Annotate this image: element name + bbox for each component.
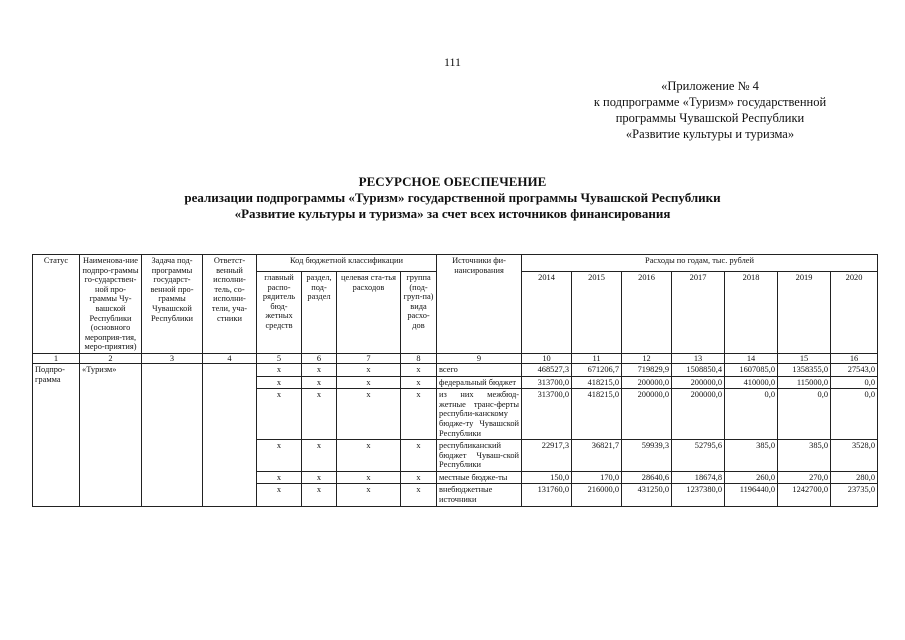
code-cell: х [401,440,437,472]
appendix-line: «Развитие культуры и туризма» [625,127,795,141]
code-cell: х [302,363,337,376]
value-cell: 1607085,0 [725,363,778,376]
column-index: 13 [672,353,725,363]
value-cell: 313700,0 [522,389,572,440]
header-code-target: целевая ста-тья расходов [337,272,401,354]
code-cell: х [257,484,302,506]
code-cell: х [257,376,302,389]
code-cell: х [401,376,437,389]
code-cell: х [401,484,437,506]
code-cell: х [337,376,401,389]
column-index: 6 [302,353,337,363]
value-cell: 18674,8 [672,471,725,484]
header-code-admin: главный распо-рядитель бюд-жетных средств [257,272,302,354]
title-line: реализации подпрограммы «Туризм» государственной программы Чувашской Республики [184,190,721,205]
header-year: 2015 [572,272,622,354]
value-cell: 200000,0 [622,389,672,440]
table-row [33,363,878,376]
title-line: «Развитие культуры и туризма» за счет всех источников финансирования [234,206,671,221]
source-cell: местные бюдже-ты [437,471,522,484]
value-cell: 150,0 [522,471,572,484]
header-expenses-group: Расходы по годам, тыс. рублей [522,255,878,272]
value-cell: 3528,0 [831,440,878,472]
value-cell: 0,0 [725,389,778,440]
code-cell: х [337,440,401,472]
value-cell: 280,0 [831,471,878,484]
value-cell: 1196440,0 [725,484,778,506]
header-sources: Источники фи-нансирования [437,255,522,354]
value-cell: 671206,7 [572,363,622,376]
value-cell: 27543,0 [831,363,878,376]
value-cell: 1237380,0 [672,484,725,506]
column-index: 16 [831,353,878,363]
header-row [33,255,878,272]
source-cell: внебюджетные источники [437,484,522,506]
header-code-section: раздел, под-раздел [302,272,337,354]
header-code-group: Код бюджетной классификации [257,255,437,272]
header-year: 2016 [622,272,672,354]
task-cell [142,363,203,506]
value-cell: 23735,0 [831,484,878,506]
source-cell: федеральный бюджет [437,376,522,389]
header-code-type: группа (под-груп-па) вида расхо-дов [401,272,437,354]
code-cell: х [257,389,302,440]
column-index: 15 [778,353,831,363]
value-cell: 385,0 [778,440,831,472]
header-year: 2018 [725,272,778,354]
responsible-cell [203,363,257,506]
value-cell: 22917,3 [522,440,572,472]
column-index: 2 [80,353,142,363]
code-cell: х [302,440,337,472]
value-cell: 385,0 [725,440,778,472]
value-cell: 260,0 [725,471,778,484]
value-cell: 216000,0 [572,484,622,506]
value-cell: 200000,0 [622,376,672,389]
code-cell: х [302,389,337,440]
column-index: 5 [257,353,302,363]
value-cell: 1508850,4 [672,363,725,376]
column-index-row [33,353,878,363]
column-index: 4 [203,353,257,363]
value-cell: 59939,3 [622,440,672,472]
header-year: 2020 [831,272,878,354]
page-number: 111 [443,55,462,69]
header-responsible: Ответст-венный исполни-тель, со-исполни-тели, уча-стники [203,255,257,354]
value-cell: 0,0 [778,389,831,440]
code-cell: х [337,484,401,506]
source-cell: республиканский бюджет Чуваш-ской Республики [437,440,522,472]
value-cell: 36821,7 [572,440,622,472]
header-task: Задача под-программы государст-венной про-граммы Чувашской Республики [142,255,203,354]
header-year: 2017 [672,272,725,354]
column-index: 9 [437,353,522,363]
value-cell: 1358355,0 [778,363,831,376]
column-index: 10 [522,353,572,363]
header-year: 2014 [522,272,572,354]
value-cell: 719829,9 [622,363,672,376]
column-index: 8 [401,353,437,363]
appendix-line: «Приложение № 4 [661,79,759,93]
resource-table [32,254,878,507]
header-status: Статус [33,255,80,354]
value-cell: 431250,0 [622,484,672,506]
appendix-header [560,78,860,142]
status-cell: Подпро-грамма [33,363,80,506]
column-index: 3 [142,353,203,363]
value-cell: 270,0 [778,471,831,484]
code-cell: х [401,471,437,484]
program-name-cell: «Туризм» [80,363,142,506]
document-title [0,174,905,222]
value-cell: 418215,0 [572,389,622,440]
value-cell: 0,0 [831,376,878,389]
value-cell: 28640,6 [622,471,672,484]
column-index: 12 [622,353,672,363]
appendix-line: программы Чувашской Республики [615,111,805,125]
value-cell: 410000,0 [725,376,778,389]
column-index: 1 [33,353,80,363]
source-cell: всего [437,363,522,376]
value-cell: 115000,0 [778,376,831,389]
code-cell: х [302,471,337,484]
code-cell: х [337,363,401,376]
code-cell: х [401,389,437,440]
code-cell: х [302,376,337,389]
title-line: РЕСУРСНОЕ ОБЕСПЕЧЕНИЕ [358,174,547,189]
column-index: 11 [572,353,622,363]
value-cell: 52795,6 [672,440,725,472]
column-index: 14 [725,353,778,363]
source-cell: из них межбюд-жетные транс-ферты республи-канскому бюдже-ту Чувашской Республики [437,389,522,440]
code-cell: х [337,389,401,440]
value-cell: 418215,0 [572,376,622,389]
value-cell: 200000,0 [672,389,725,440]
value-cell: 131760,0 [522,484,572,506]
code-cell: х [257,363,302,376]
header-name: Наименова-ние подпро-граммы го-сударствен-ной про-граммы Чу-вашской Республики (основного мероприя-тия, меро-приятия) [80,255,142,354]
value-cell: 313700,0 [522,376,572,389]
column-index: 7 [337,353,401,363]
header-year: 2019 [778,272,831,354]
value-cell: 170,0 [572,471,622,484]
value-cell: 0,0 [831,389,878,440]
code-cell: х [401,363,437,376]
value-cell: 200000,0 [672,376,725,389]
code-cell: х [302,484,337,506]
value-cell: 1242700,0 [778,484,831,506]
code-cell: х [257,440,302,472]
code-cell: х [257,471,302,484]
value-cell: 468527,3 [522,363,572,376]
code-cell: х [337,471,401,484]
appendix-line: к подпрограмме «Туризм» государственной [593,95,827,109]
